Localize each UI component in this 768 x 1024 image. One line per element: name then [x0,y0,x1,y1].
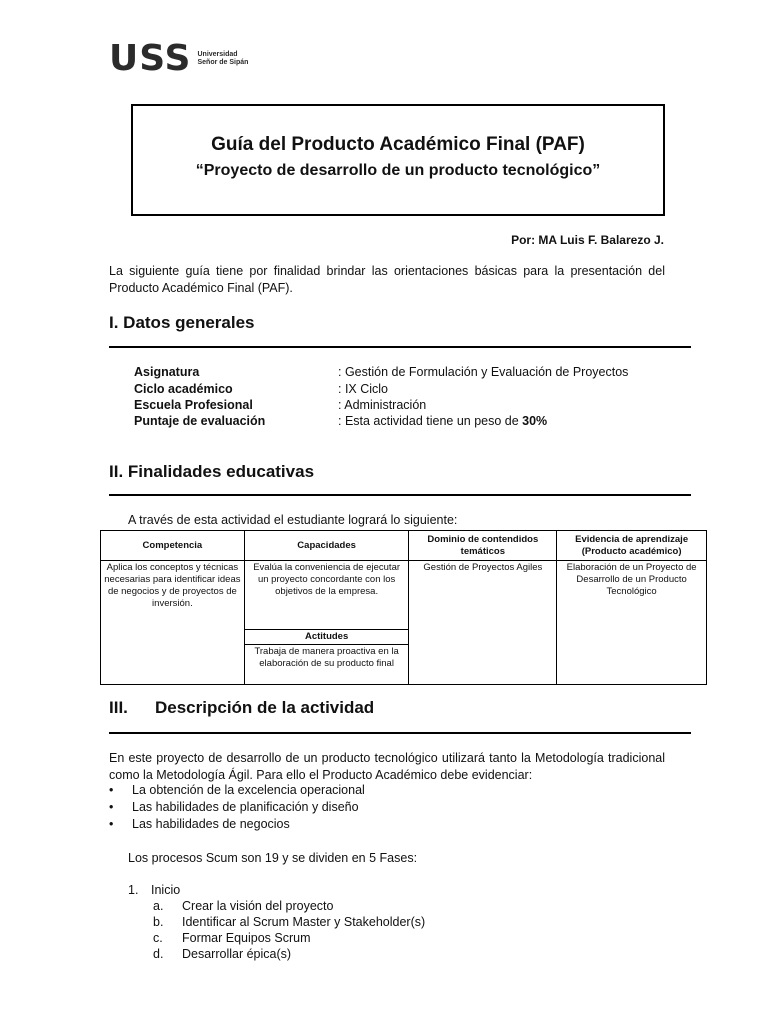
section-3-number: III. [109,698,128,717]
phase-name: Inicio [151,883,181,897]
label-escuela: Escuela Profesional [134,398,253,412]
section-2-heading: II. Finalidades educativas [109,462,315,481]
logo-line-2: Señor de Sipán [197,59,249,66]
bullet-text: Las habilidades de planificación y diseño [132,800,359,814]
cell-dominio: Gestión de Proyectos Agiles [409,561,557,685]
section-3-paragraph: En este proyecto de desarrollo de un producto tecnológico utilizará tanto la Metodología tradicional como la Metodología Ágil. Para ello el Producto Académico debe evidenciar: [109,751,665,782]
document-title: Guía del Producto Académico Final (PAF) [211,134,585,155]
intro-paragraph: La siguiente guía tiene por finalidad brindar las orientaciones básicas para la presentación del Producto Académico Final (PAF). [109,264,665,295]
section-2-lead: A través de esta actividad el estudiante logrará lo siguiente: [128,513,458,527]
label-ciclo: Ciclo académico [134,382,233,396]
sub-item-text: Identificar al Scrum Master y Stakeholder(s) [182,915,426,929]
cell-actitudes: Trabaja de manera proactiva en la elaboración de su producto final [244,645,409,685]
bullet-icon: • [109,800,114,814]
cell-competencia: Aplica los conceptos y técnicas necesarias para identificar ideas de negocios y de proyectos de inversión. [101,561,245,685]
university-logo [109,38,249,79]
document-subtitle: “Proyecto de desarrollo de un producto tecnológico” [195,162,601,179]
header-capacidades: Capacidades [244,531,409,561]
logo-mark: USS [109,38,192,79]
value-puntaje-weight: 30% [522,414,548,428]
header-dominio: Dominio de contendidos temáticos [409,531,557,561]
sub-item-letter: b. [153,915,164,929]
competencies-table [100,530,707,685]
bullet-icon: • [109,783,114,797]
value-puntaje-prefix: : Esta actividad tiene un peso de [338,414,523,428]
cell-capacidades: Evalúa la conveniencia de ejecutar un proyecto concordante con los objetivos de la empresa. [244,561,409,630]
label-asignatura: Asignatura [134,365,200,379]
sub-item-text: Desarrollar épica(s) [182,947,292,961]
bullet-text: La obtención de la excelencia operacional [132,783,365,797]
title-box [131,104,665,216]
sub-item-letter: d. [153,947,164,961]
value-escuela: : Administración [338,398,427,412]
table-header-row [101,531,707,561]
sub-item-text: Formar Equipos Scrum [182,931,311,945]
value-ciclo: : IX Ciclo [338,382,389,396]
cell-evidencia: Elaboración de un Proyecto de Desarrollo de un Producto Tecnológico [557,561,707,685]
section-3-rule [109,732,691,734]
logo-line-1: Universidad [197,51,238,58]
section-1-rule [109,346,691,348]
scrum-lead: Los procesos Scum son 19 y se dividen en 5 Fases: [128,851,418,865]
author-line: Por: MA Luis F. Balarezo J. [511,233,664,247]
phase-number: 1. [128,883,139,897]
bullet-text: Las habilidades de negocios [132,817,290,831]
logo-text [197,51,248,67]
cell-actitudes-header: Actitudes [244,630,409,645]
value-puntaje [338,414,547,428]
sub-item-letter: a. [153,899,164,913]
label-puntaje: Puntaje de evaluación [134,414,266,428]
section-2-rule [109,494,691,496]
section-1-heading: I. Datos generales [109,313,255,332]
section-3-heading: Descripción de la actividad [155,698,375,717]
sub-item-text: Crear la visión del proyecto [182,899,334,913]
header-evidencia: Evidencia de aprendizaje (Producto académico) [557,531,707,561]
table-row [101,561,707,630]
bullet-icon: • [109,817,114,831]
value-asignatura: : Gestión de Formulación y Evaluación de Proyectos [338,365,629,379]
sub-item-letter: c. [153,931,163,945]
header-competencia: Competencia [101,531,245,561]
